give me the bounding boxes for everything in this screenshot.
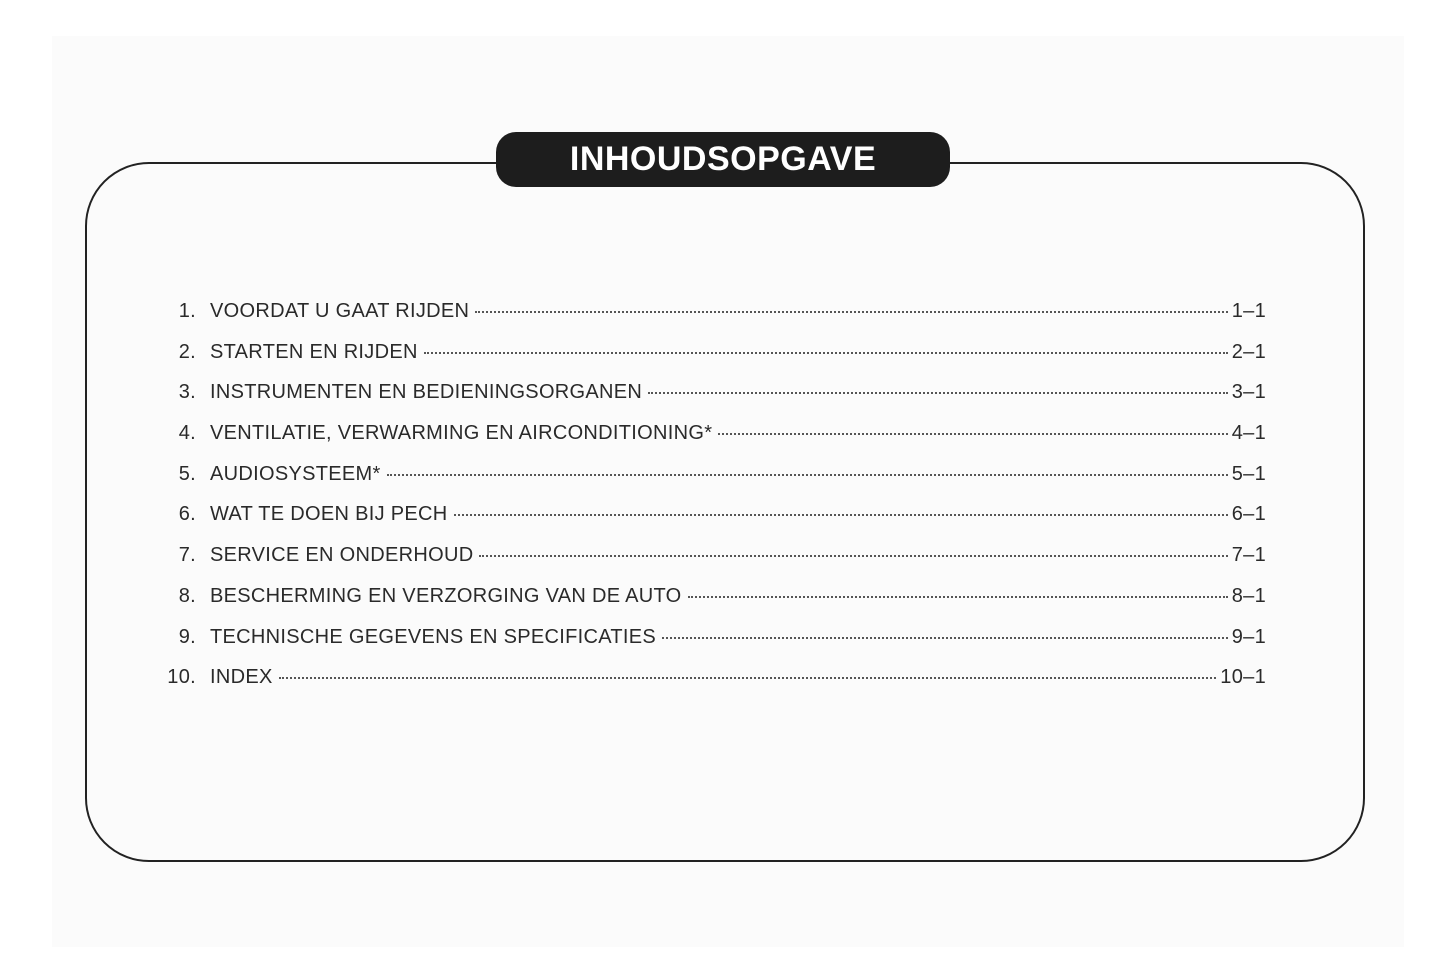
toc-entry-5[interactable] <box>160 463 1266 504</box>
toc-entry-6[interactable] <box>160 503 1266 544</box>
toc-entry-label: INDEX <box>210 666 273 689</box>
toc-dot-leader <box>454 514 1228 516</box>
toc-entry-page: 6–1 <box>1231 503 1266 526</box>
toc-entry-label: AUDIOSYSTEEM* <box>210 462 381 485</box>
toc-dot-leader <box>688 596 1228 598</box>
toc-entry-label: BESCHERMING EN VERZORGING VAN DE AUTO <box>210 584 682 607</box>
toc-entry-number: 5. <box>178 462 196 485</box>
toc-entry-number: 8. <box>178 584 196 607</box>
toc-entry-label: TECHNISCHE GEGEVENS EN SPECIFICATIES <box>210 625 657 648</box>
toc-entry-number: 4. <box>178 422 196 445</box>
toc-entry-7[interactable] <box>160 544 1266 585</box>
toc-entry-4[interactable] <box>160 422 1266 463</box>
toc-entry-page: 7–1 <box>1231 544 1266 567</box>
toc-dot-leader <box>479 555 1227 557</box>
toc-entry-page: 10–1 <box>1220 666 1266 689</box>
toc-entry-3[interactable] <box>160 381 1266 422</box>
toc-entry-8[interactable] <box>160 585 1266 626</box>
toc-dot-leader <box>424 352 1228 354</box>
toc-entry-number: 10. <box>167 666 196 689</box>
toc-dot-leader <box>662 637 1228 639</box>
toc-entry-9[interactable] <box>160 626 1266 667</box>
toc-entry-2[interactable] <box>160 341 1266 382</box>
toc-entry-label: INSTRUMENTEN EN BEDIENINGSORGANEN <box>210 381 643 404</box>
toc-entry-page: 9–1 <box>1231 625 1266 648</box>
toc-entry-label: SERVICE EN ONDERHOUD <box>210 544 474 567</box>
toc-entry-number: 9. <box>178 625 196 648</box>
toc-entry-page: 8–1 <box>1231 584 1266 607</box>
toc-entry-label: VENTILATIE, VERWARMING EN AIRCONDITIONING* <box>210 422 713 445</box>
toc-entry-label: WAT TE DOEN BIJ PECH <box>210 503 448 526</box>
toc-entry-number: 1. <box>178 300 196 322</box>
toc-entry-number: 3. <box>178 381 196 404</box>
toc-entry-number: 7. <box>178 544 196 567</box>
toc-entry-page: 2–1 <box>1231 340 1266 363</box>
title-banner <box>496 132 950 187</box>
toc-entry-page: 4–1 <box>1231 422 1266 445</box>
toc-entry-page: 1–1 <box>1231 300 1266 322</box>
toc-entry-number: 2. <box>178 340 196 363</box>
toc-dot-leader <box>387 474 1228 476</box>
table-of-contents <box>160 300 1266 707</box>
toc-entry-label: STARTEN EN RIJDEN <box>210 340 418 363</box>
toc-dot-leader <box>279 677 1217 679</box>
toc-entry-label: VOORDAT U GAAT RIJDEN <box>210 300 470 322</box>
toc-entry-number: 6. <box>178 503 196 526</box>
toc-entry-page: 5–1 <box>1231 462 1266 485</box>
toc-entry-1[interactable] <box>160 300 1266 341</box>
toc-dot-leader <box>648 392 1228 394</box>
page-title: INHOUDSOPGAVE <box>569 140 877 178</box>
toc-entry-page: 3–1 <box>1231 381 1266 404</box>
toc-dot-leader <box>475 311 1227 313</box>
toc-entry-10[interactable] <box>160 666 1266 707</box>
toc-dot-leader <box>718 433 1227 435</box>
